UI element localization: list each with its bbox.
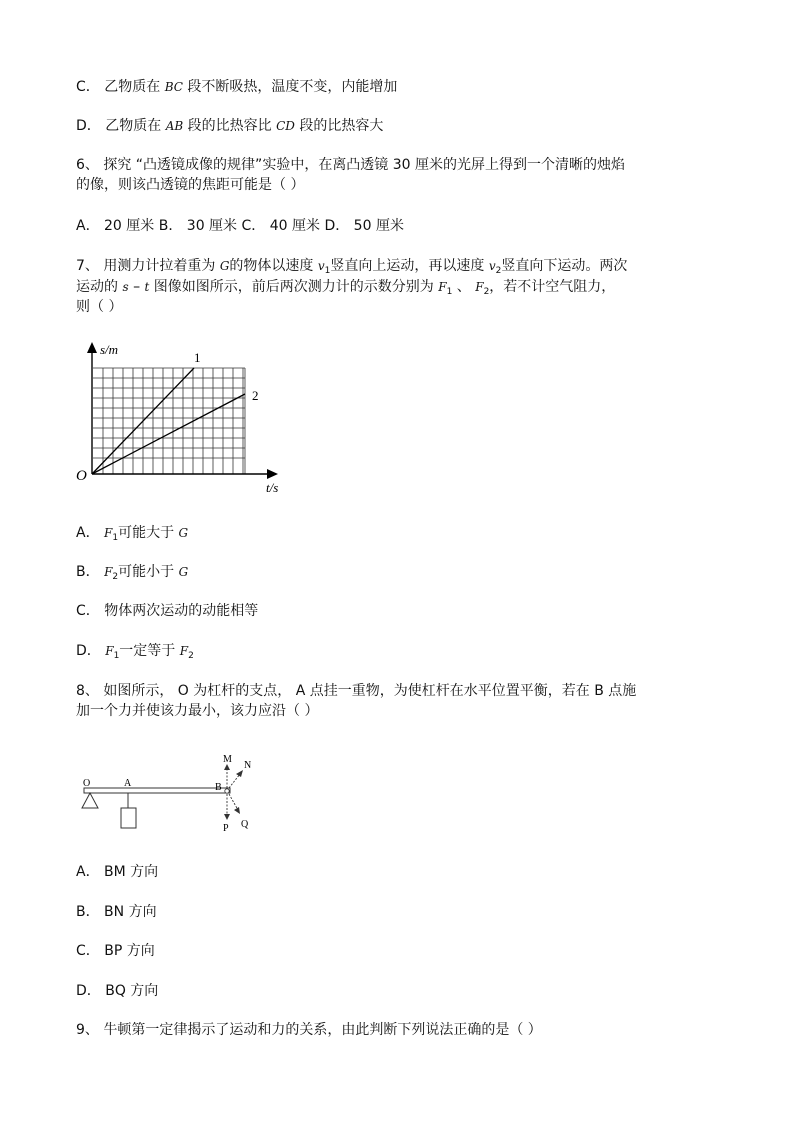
label-o: O xyxy=(83,778,91,789)
graph-y-arrow xyxy=(87,342,97,353)
q6-stem-line2: 的像，则该凸透镜的焦距可能是（ ） xyxy=(76,177,305,193)
q8-option-a: A． BM 方向 xyxy=(76,864,159,880)
lever-bar xyxy=(84,788,230,793)
label-q: Q xyxy=(241,819,249,830)
q8-stem-line2: 加一个力并使该力最小，该力应沿（ ） xyxy=(76,703,319,719)
q7-stem-line1: 7、 用测力计拉着重为 G的物体以速度 $v_1$竖直向上运动，再以速度 $v_2$竖直向下运动。两次 xyxy=(76,258,628,276)
graph-origin-label: O xyxy=(76,468,87,484)
q6-options: A． 20 厘米 B． 30 厘米 C． 40 厘米 D． 50 厘米 xyxy=(76,218,404,234)
q9-stem: 9、 牛顿第一定律揭示了运动和力的关系，由此判断下列说法正确的是（ ） xyxy=(76,1022,542,1038)
q8-stem-line1: 8、 如图所示， O 为杠杆的支点， A 点挂一重物，为使杠杆在水平位置平衡，若在 B 点施 xyxy=(76,683,637,699)
point-b xyxy=(225,789,229,793)
arrow-bn xyxy=(229,774,240,788)
q8-option-d: D． BQ 方向 xyxy=(76,983,159,999)
q7-st-graph xyxy=(70,338,290,498)
graph-x-arrow xyxy=(267,469,278,479)
graph-line-1-label: 1 xyxy=(194,350,201,365)
label-m: M xyxy=(223,754,232,765)
graph-line-2 xyxy=(92,394,245,474)
q8-option-c: C． BP 方向 xyxy=(76,943,155,959)
q7-option-a: A． $F_1$可能大于 G xyxy=(76,525,189,543)
q6-stem-line1: 6、 探究 “凸透镜成像的规律”实验中，在离凸透镜 30 厘米的光屏上得到一个清晰的烛焰 xyxy=(76,157,626,173)
arrow-bq xyxy=(229,794,238,810)
graph-grid xyxy=(93,368,245,474)
q8-option-b: B． BN 方向 xyxy=(76,904,157,920)
q7-stem-line2: 运动的 s – t 图像如图所示，前后两次测力计的示数分别为 $F_1$ 、 $F_2$，若不计空气阻力， xyxy=(76,279,616,297)
q7-stem-line3: 则（ ） xyxy=(76,299,123,315)
q7-option-c: C． 物体两次运动的动能相等 xyxy=(76,603,259,619)
label-p: P xyxy=(223,823,229,834)
graph-x-label: t/s xyxy=(266,480,279,495)
graph-y-label: s/m xyxy=(100,342,119,357)
hanging-weight xyxy=(121,808,136,828)
label-n: N xyxy=(244,760,252,771)
graph-line-2-label: 2 xyxy=(252,388,259,403)
fulcrum xyxy=(82,793,98,808)
q5-option-d: D． 乙物质在 AB 段的比热容比 CD 段的比热容大 xyxy=(76,118,384,134)
q7-option-b: B． $F_2$可能小于 G xyxy=(76,564,189,582)
q5-option-c: C． 乙物质在 BC 段不断吸热，温度不变，内能增加 xyxy=(76,79,398,95)
label-b: B xyxy=(215,782,222,793)
q8-lever-figure xyxy=(72,748,272,838)
label-a: A xyxy=(124,778,132,789)
q7-option-d: D． $F_1$一定等于 $F_2$ xyxy=(76,643,194,661)
